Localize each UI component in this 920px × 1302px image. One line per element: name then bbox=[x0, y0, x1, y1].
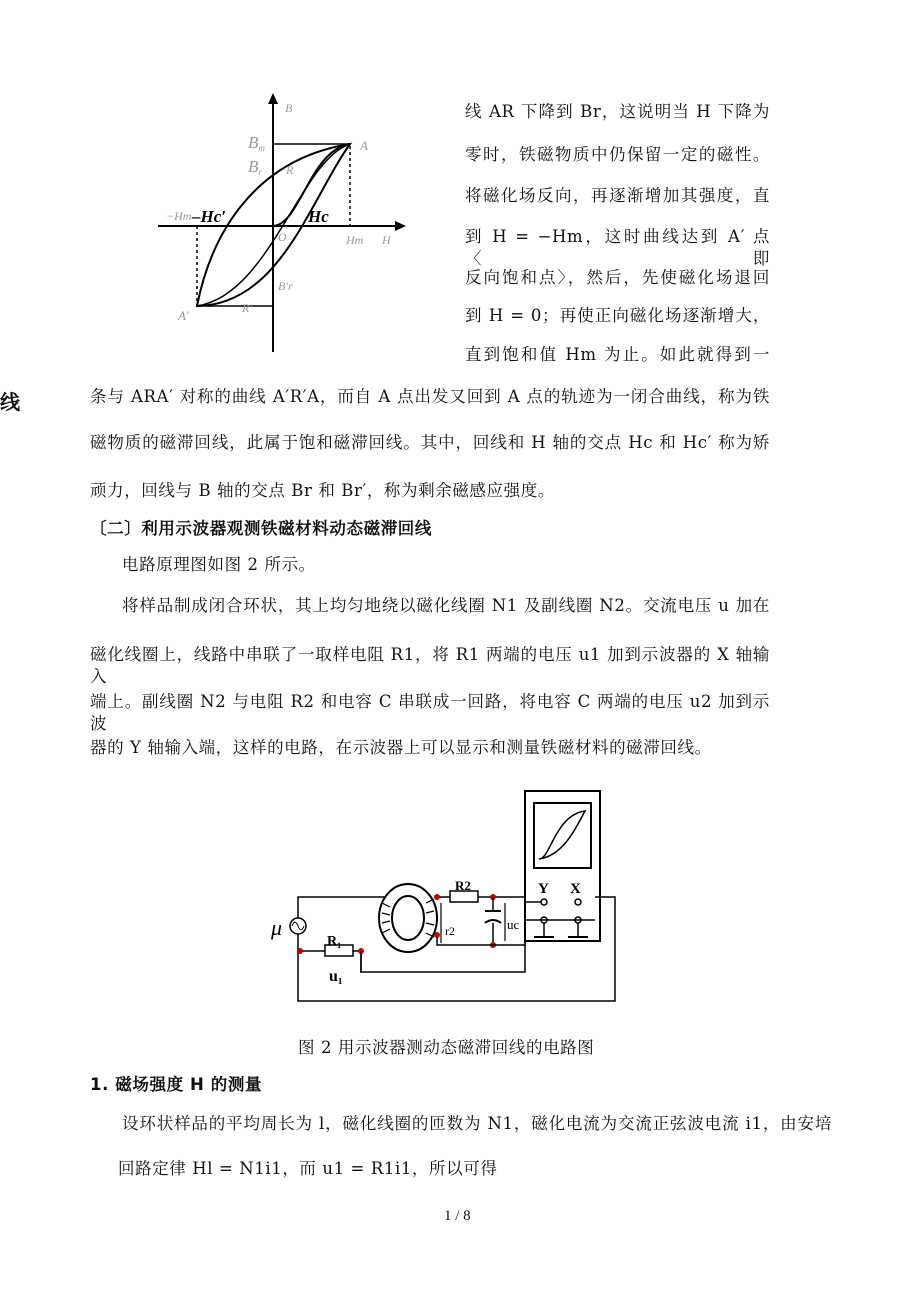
right-column-line: 将磁化场反向，再逐渐增加其强度，直 bbox=[465, 186, 770, 205]
label-r2-small: r2 bbox=[445, 924, 455, 938]
label-origin: O bbox=[278, 230, 287, 244]
right-column-line: 反向饱和点〉，然后，先使磁化场退回 bbox=[465, 268, 770, 287]
figure-caption: 图 2 用示波器测动态磁滞回线的电路图 bbox=[298, 1038, 595, 1057]
label-neg-hm: −Hm bbox=[166, 209, 192, 223]
cap-plate-bottom bbox=[485, 920, 501, 923]
paragraph-line: 磁物质的磁滞回线，此属于饱和磁滞回线。其中，回线和 H 轴的交点 Hc 和 Hc′ 称为矫 bbox=[90, 433, 770, 452]
label-a: A bbox=[360, 138, 368, 153]
label-neg-hc: –Hc′ bbox=[192, 207, 227, 226]
right-column-line: 零时，铁磁物质中仍保留一定的磁性。 bbox=[465, 145, 770, 164]
label-br-prime: B′r bbox=[278, 279, 293, 293]
node-left-bottom bbox=[434, 932, 440, 938]
right-column-line: 到 H = −Hm，这时曲线达到 A′ 点〈即 bbox=[465, 227, 770, 268]
label-h-axis: H bbox=[382, 233, 391, 247]
hysteresis-loop-figure bbox=[150, 90, 420, 360]
paragraph-line: 磁化线圈上，线路中串联了一取样电阻 R1，将 R1 两端的电压 u1 加到示波器的 X 轴输入 bbox=[90, 645, 770, 686]
h-axis-arrow bbox=[395, 221, 406, 231]
paragraph-line: 顽力，回线与 B 轴的交点 Br 和 Br′，称为剩余磁感应强度。 bbox=[90, 481, 555, 500]
r1-to-toroid-wire bbox=[353, 951, 361, 972]
input-terminal-y-top bbox=[541, 899, 547, 905]
subsection-heading: 1. 磁场强度 H 的测量 bbox=[90, 1075, 263, 1094]
label-y-input: Y bbox=[538, 881, 549, 897]
paragraph-line: 条与 ARA′ 对称的曲线 A′R′A，而自 A 点出发又回到 A 点的轨迹为一闭合曲线，称为铁 bbox=[90, 387, 770, 406]
primary-wire-top bbox=[298, 897, 385, 918]
r2-to-cap-wire bbox=[478, 897, 541, 902]
toroid-sample-outer bbox=[379, 884, 437, 952]
paragraph-line: 器的 Y 轴输入端，这样的电路，在示波器上可以显示和测量铁磁材料的磁滞回线。 bbox=[90, 738, 712, 757]
label-uc: uc bbox=[507, 917, 520, 932]
label-mu: μ bbox=[271, 915, 283, 940]
paragraph-line: 设环状样品的平均周长为 l，磁化线圈的匝数为 N1，磁化电流为交流正弦波电流 i1，由安培 bbox=[122, 1114, 832, 1133]
b-axis-arrow bbox=[268, 93, 278, 104]
paragraph-line: 端上。副线圈 N2 与电阻 R2 和电容 C 串联成一回路，将电容 C 两端的电压 u2 加到示波 bbox=[90, 692, 770, 733]
toroid-sample-inner bbox=[392, 896, 424, 940]
margin-character: 线 bbox=[0, 390, 20, 414]
input-terminal-x-top bbox=[575, 899, 581, 905]
section-heading: 〔二〕利用示波器观测铁磁材料动态磁滞回线 bbox=[90, 519, 432, 538]
oscilloscope-body bbox=[525, 791, 600, 941]
label-r1: R₁ bbox=[327, 934, 342, 949]
right-column-line: 线 AR 下降到 Br，这说明当 H 下降为 bbox=[465, 102, 770, 121]
label-r2: R2 bbox=[455, 878, 471, 893]
label-r: R bbox=[286, 163, 294, 177]
toroid-windings bbox=[382, 899, 434, 937]
node-left-top bbox=[434, 894, 440, 900]
label-hm: Hm bbox=[346, 233, 364, 247]
circuit-intro: 电路原理图如图 2 所示。 bbox=[122, 555, 316, 574]
label-bm: Bm bbox=[248, 133, 265, 153]
node-r1-left bbox=[297, 948, 303, 954]
paragraph-line: 回路定律 Hl = N1i1，而 u1 = R1i1，所以可得 bbox=[118, 1159, 498, 1178]
page-number: 1 / 8 bbox=[444, 1208, 471, 1224]
label-r-prime: R′ bbox=[242, 301, 252, 315]
paragraph-line: 将样品制成闭合环状，其上均匀地绕以磁化线圈 N1 及副线圈 N2。交流电压 u 加在 bbox=[122, 596, 770, 615]
label-a-prime: A′ bbox=[178, 308, 189, 323]
label-x-input: X bbox=[570, 881, 581, 897]
label-u1: u₁ bbox=[329, 968, 343, 985]
right-column-line: 直到饱和值 Hm 为止。如此就得到一 bbox=[465, 345, 770, 364]
label-hc: Hc bbox=[308, 207, 329, 226]
label-br: Br bbox=[248, 157, 262, 177]
ac-source-wave bbox=[292, 922, 304, 930]
label-b-axis: B bbox=[285, 101, 293, 115]
right-column-line: 到 H = 0；再使正向磁化场逐渐增大， bbox=[465, 306, 770, 325]
oscilloscope-trace bbox=[539, 811, 585, 859]
circuit-diagram bbox=[265, 785, 645, 1015]
